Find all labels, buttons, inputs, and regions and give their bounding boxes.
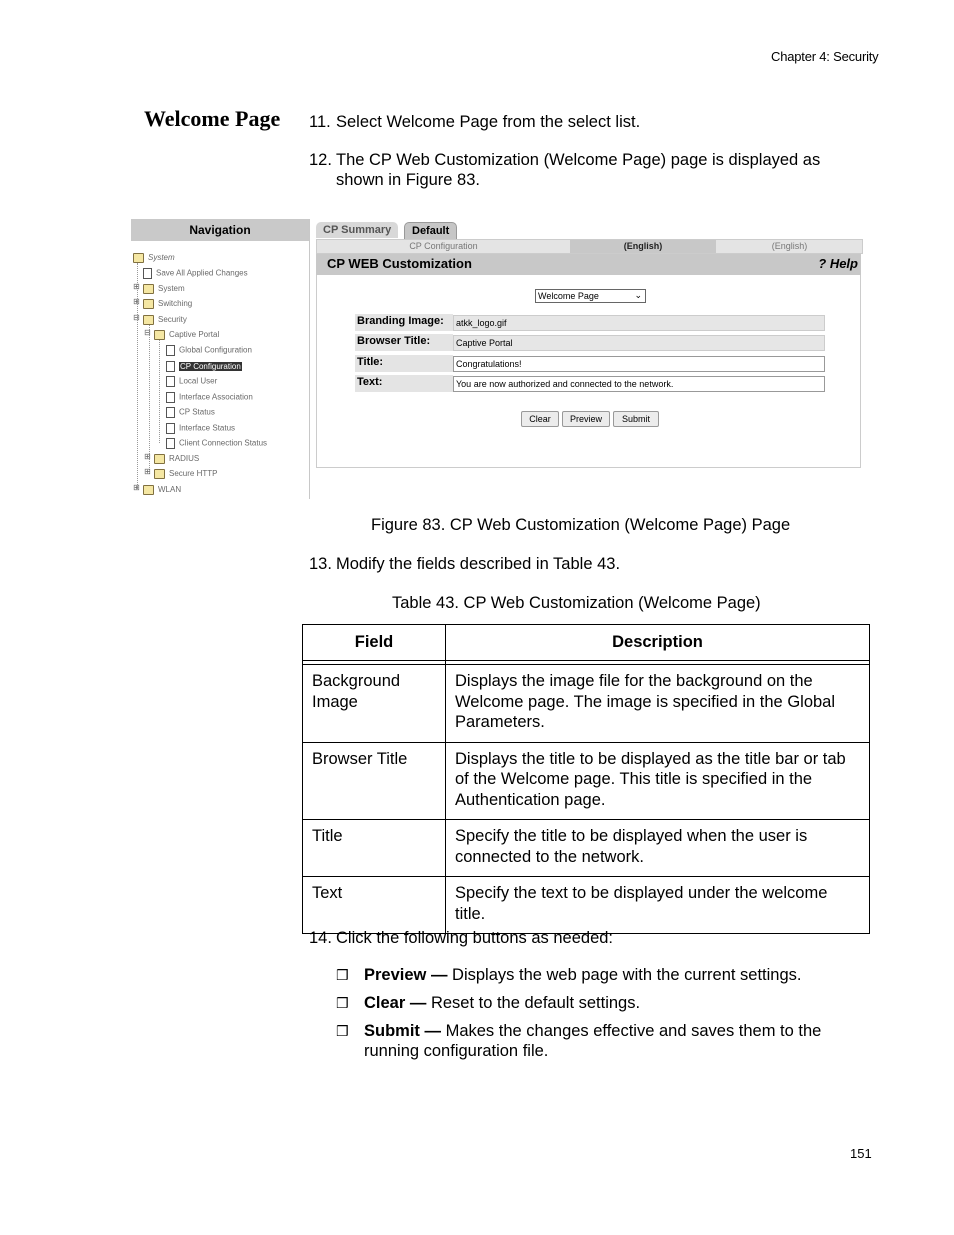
tree-item-security[interactable]: Security xyxy=(143,315,187,325)
page-icon xyxy=(166,361,175,372)
bullet-submit xyxy=(336,1021,854,1061)
tree-item-interface-status[interactable]: Interface Status xyxy=(166,423,235,434)
step-text: The CP Web Customization (Welcome Page) page is displayed as shown in Figure 83. xyxy=(336,151,821,189)
branding-image-field: atkk_logo.gif xyxy=(453,315,825,331)
figure-screenshot xyxy=(131,219,863,501)
tree-item-global-configuration[interactable]: Global Configuration xyxy=(166,345,252,356)
tree-item-radius[interactable]: RADIUS xyxy=(154,454,199,464)
help-link[interactable]: ? Help xyxy=(818,256,858,271)
expand-icon[interactable]: ⊞ xyxy=(144,452,151,461)
bullet-text: Makes the changes effective and saves them to the running configuration file. xyxy=(364,1022,822,1060)
page-icon xyxy=(143,268,152,279)
page-icon xyxy=(166,376,175,387)
checkbox-bullet-icon: ❒ xyxy=(336,1023,349,1039)
expand-icon[interactable]: ⊞ xyxy=(133,297,140,306)
folder-open-icon xyxy=(154,330,165,340)
expand-icon[interactable]: ⊞ xyxy=(133,282,140,291)
tree-item-captive-portal[interactable]: Captive Portal xyxy=(154,330,219,340)
tree-item-client-connection-status[interactable]: Client Connection Status xyxy=(166,438,267,449)
form-panel xyxy=(316,275,861,468)
bullet-term: Submit — xyxy=(364,1022,441,1040)
chapter-header: Chapter 4: Security xyxy=(771,49,879,64)
browser-title-field: Captive Portal xyxy=(453,335,825,351)
title-label: Title: xyxy=(355,355,453,372)
table-cell-description: Displays the image file for the background on the Welcome page. The image is specified in the Global Parameters. xyxy=(446,665,870,743)
expand-icon[interactable]: ⊞ xyxy=(144,467,151,476)
folder-open-icon xyxy=(143,315,154,325)
table-row xyxy=(303,665,870,743)
step-12 xyxy=(309,150,846,190)
dropdown-value: Welcome Page xyxy=(538,291,599,301)
folder-icon xyxy=(143,284,154,294)
tab-default[interactable]: Default xyxy=(404,222,457,239)
tree-item-wlan[interactable]: WLAN xyxy=(143,485,181,495)
subtab-cp-configuration[interactable]: CP Configuration xyxy=(409,241,478,251)
cp-customization-panel xyxy=(316,219,862,469)
page-number: 151 xyxy=(850,1146,872,1161)
browser-title-label: Browser Title: xyxy=(355,334,453,351)
expand-icon[interactable]: ⊞ xyxy=(133,483,140,492)
page-titlebar xyxy=(316,254,861,275)
section-title: Welcome Page xyxy=(144,106,281,131)
table-cell-field: Browser Title xyxy=(303,742,446,820)
step-text: Click the following buttons as needed: xyxy=(336,929,614,947)
tab-cp-summary[interactable]: CP Summary xyxy=(316,222,398,238)
branding-image-label: Branding Image: xyxy=(355,314,453,331)
table-header-field: Field xyxy=(303,625,446,661)
bullet-text: Displays the web page with the current settings. xyxy=(447,966,802,984)
fields-table xyxy=(302,624,870,934)
tree-item-system[interactable]: System xyxy=(143,284,185,294)
step-text: Select Welcome Page from the select list. xyxy=(336,113,641,131)
subtab-bar xyxy=(316,239,863,254)
step-number: 11. xyxy=(309,113,331,131)
checkbox-bullet-icon: ❒ xyxy=(336,995,349,1011)
submit-button[interactable]: Submit xyxy=(613,411,659,427)
title-input[interactable]: Congratulations! xyxy=(453,356,825,372)
table-cell-field: Text xyxy=(303,877,446,934)
folder-icon xyxy=(154,454,165,464)
text-input[interactable]: You are now authorized and connected to the network. xyxy=(453,376,825,392)
step-11 xyxy=(309,112,856,132)
chevron-down-icon: ⌄ xyxy=(634,290,642,300)
table-header-description: Description xyxy=(446,625,870,661)
table-cell-field: Title xyxy=(303,820,446,877)
bullet-clear xyxy=(336,993,854,1013)
step-number: 13. xyxy=(309,555,332,573)
folder-icon xyxy=(154,469,165,479)
page-title: CP WEB Customization xyxy=(327,256,472,271)
table-row xyxy=(303,820,870,877)
page-icon xyxy=(166,345,175,356)
step-14 xyxy=(309,928,856,948)
tree-item-secure-http[interactable]: Secure HTTP xyxy=(154,469,217,479)
navigation-panel xyxy=(131,219,310,499)
bullet-preview xyxy=(336,965,854,985)
table-cell-description: Displays the title to be displayed as the title bar or tab of the Welcome page. This title is specified in the Authentication page. xyxy=(446,742,870,820)
bullet-text: Reset to the default settings. xyxy=(426,994,641,1012)
step-number: 14. xyxy=(309,929,332,947)
page-icon xyxy=(166,392,175,403)
page-icon xyxy=(166,438,175,449)
navigation-heading: Navigation xyxy=(131,219,309,241)
table-header-row xyxy=(303,625,870,661)
table-cell-description: Specify the title to be displayed when the user is connected to the network. xyxy=(446,820,870,877)
folder-icon xyxy=(133,253,144,263)
table-cell-field: Background Image xyxy=(303,665,446,743)
subtab-english-current[interactable]: (English) xyxy=(570,240,716,253)
folder-icon xyxy=(143,485,154,495)
text-label: Text: xyxy=(355,375,453,392)
clear-button[interactable]: Clear xyxy=(521,411,559,427)
page-icon xyxy=(166,407,175,418)
figure-caption: Figure 83. CP Web Customization (Welcome Page) Page xyxy=(371,516,791,534)
step-13 xyxy=(309,554,856,574)
tree-item-cp-configuration[interactable]: CP Configuration xyxy=(166,361,242,372)
bullet-term: Preview — xyxy=(364,966,448,984)
collapse-icon[interactable]: ⊟ xyxy=(133,313,140,322)
tree-item-switching[interactable]: Switching xyxy=(143,299,192,309)
folder-icon xyxy=(143,299,154,309)
tree-item-system-root[interactable]: System xyxy=(133,253,175,263)
bullet-term: Clear — xyxy=(364,994,427,1012)
page-select-dropdown[interactable] xyxy=(535,289,646,303)
tree-item-cp-status[interactable]: CP Status xyxy=(166,407,215,418)
table-cell-description: Specify the text to be displayed under the welcome title. xyxy=(446,877,870,934)
collapse-icon[interactable]: ⊟ xyxy=(144,328,151,337)
checkbox-bullet-icon: ❒ xyxy=(336,967,349,983)
table-caption: Table 43. CP Web Customization (Welcome Page) xyxy=(392,594,761,612)
subtab-english[interactable]: (English) xyxy=(771,241,808,251)
step-text: Modify the fields described in Table 43. xyxy=(336,555,621,573)
tree-item-interface-association[interactable]: Interface Association xyxy=(166,392,253,403)
tree-item-save-all[interactable]: Save All Applied Changes xyxy=(143,268,248,279)
page-icon xyxy=(166,423,175,434)
step-number: 12. xyxy=(309,151,332,169)
table-row xyxy=(303,742,870,820)
preview-button[interactable]: Preview xyxy=(562,411,610,427)
tree-item-local-user[interactable]: Local User xyxy=(166,376,217,387)
table-row xyxy=(303,877,870,934)
